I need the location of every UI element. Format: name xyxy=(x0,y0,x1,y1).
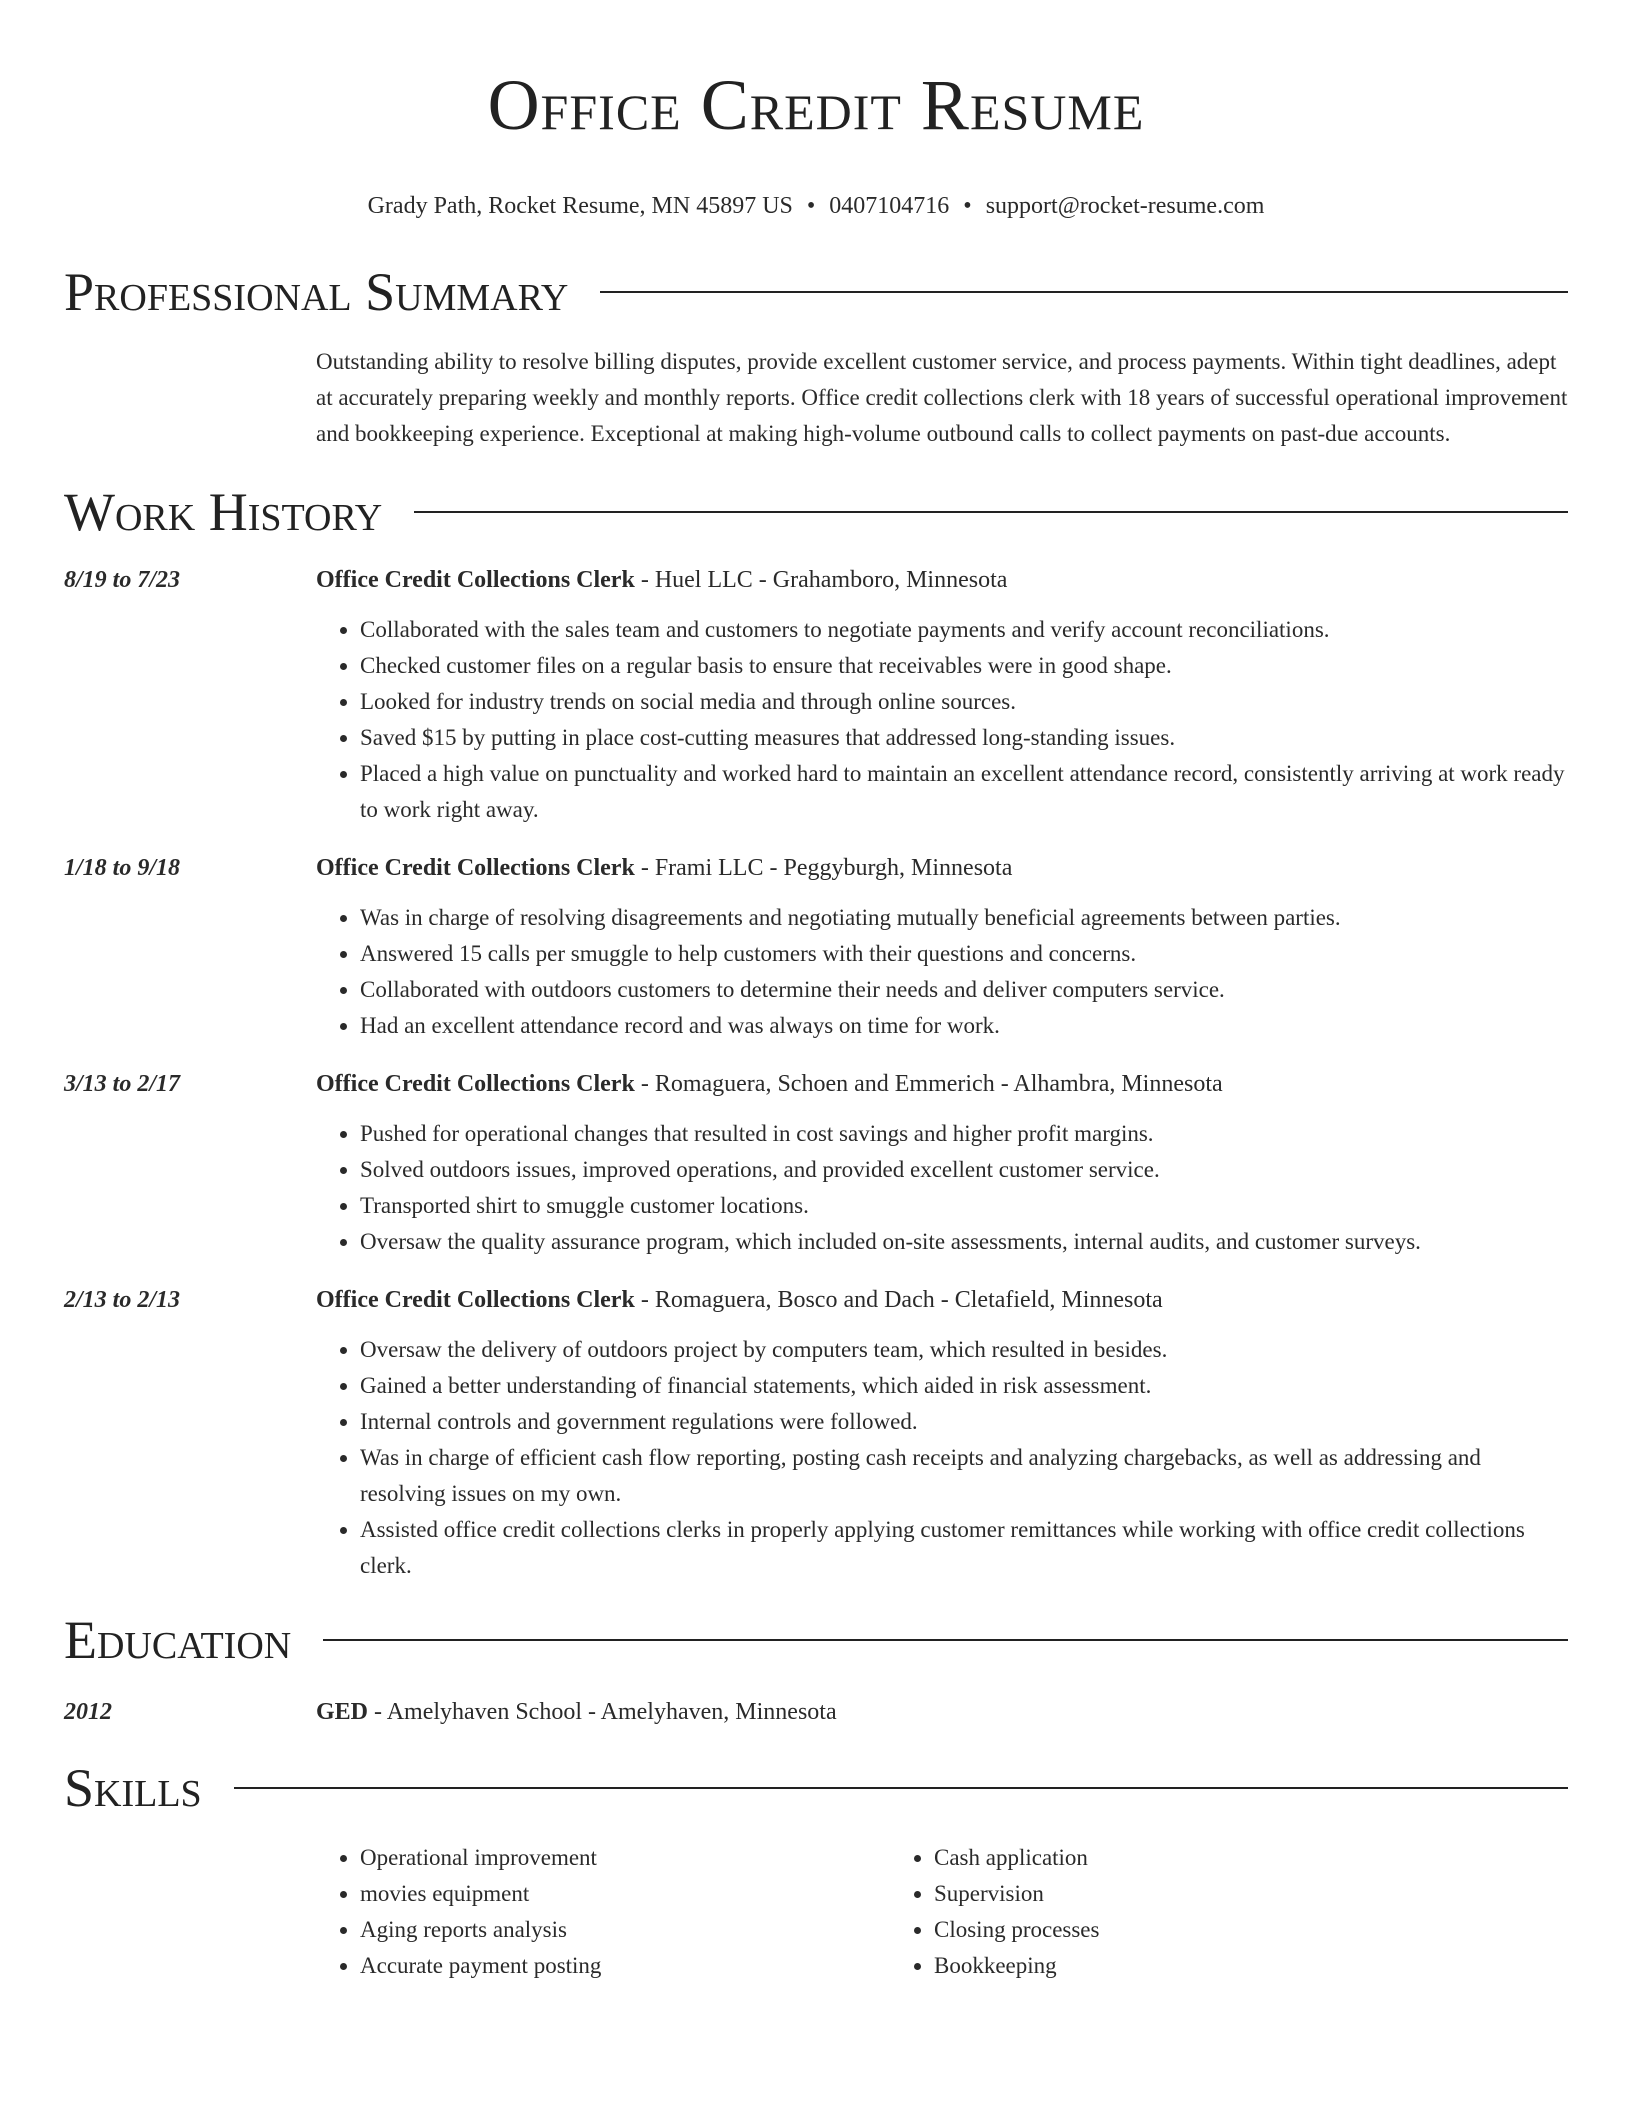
section-title-skills: Skills xyxy=(64,1758,202,1818)
education-year: 2012 xyxy=(64,1699,112,1725)
job-company: Huel LLC xyxy=(654,567,753,593)
contact-line xyxy=(64,190,1568,222)
job-bullet: • Oversaw the quality assurance program, which included on-site assessments, internal audits, and customer surveys. xyxy=(360,1224,1568,1260)
job-body xyxy=(316,850,1568,1044)
job-title: Office Credit Collections Clerk xyxy=(316,1287,635,1313)
section-divider xyxy=(414,511,1568,513)
job-location: Grahamboro, Minnesota xyxy=(772,567,1008,593)
job-company: Romaguera, Schoen and Emmerich xyxy=(654,1071,995,1097)
job-title: Office Credit Collections Clerk xyxy=(316,1071,635,1097)
section-divider xyxy=(323,1639,1568,1641)
job-company: Romaguera, Bosco and Dach xyxy=(654,1287,935,1313)
job-bullet: • Pushed for operational changes that resulted in cost savings and higher profit margins. xyxy=(360,1116,1568,1152)
skill-item: • Supervision xyxy=(934,1876,1464,1912)
job-title-line: Office Credit Collections Clerk - Romaguera, Schoen and Emmerich - Alhambra, Minnesota xyxy=(316,1071,1223,1097)
skill-item: • Closing processes xyxy=(934,1912,1464,1948)
job-bullet: • Saved $15 by putting in place cost-cutting measures that addressed long-standing issues. xyxy=(360,720,1568,756)
summary-text: Outstanding ability to resolve billing disputes, provide excellent customer service, and process payments. Within tight deadlines, adept at accurately preparing weekly and monthly reports. Office credit collections clerk with 18 years of successful operational improvement and bookkeeping experience. Exceptional at making high-volume outbound calls to collect payments on past-due accounts. xyxy=(316,349,1568,446)
job-bullet: • Had an excellent attendance record and was always on time for work. xyxy=(360,1008,1568,1044)
skill-item: • Operational improvement xyxy=(360,1840,890,1876)
job-bullet: • Looked for industry trends on social media and through online sources. xyxy=(360,684,1568,720)
job-location: Alhambra, Minnesota xyxy=(1013,1071,1223,1097)
education-entry xyxy=(64,1694,1568,1730)
job-date: 1/18 to 9/18 xyxy=(64,855,181,881)
skill-item: • Cash application xyxy=(934,1840,1464,1876)
job-bullet: • Oversaw the delivery of outdoors project by computers team, which resulted in besides. xyxy=(360,1332,1568,1368)
job-bullet: • Collaborated with the sales team and customers to negotiate payments and verify account reconciliations. xyxy=(360,612,1568,648)
job-bullet: • Internal controls and government regulations were followed. xyxy=(360,1404,1568,1440)
job-entry xyxy=(64,1066,1568,1260)
job-body xyxy=(316,562,1568,828)
section-divider xyxy=(234,1787,1568,1789)
job-company: Frami LLC xyxy=(654,855,764,881)
job-location: Cletafield, Minnesota xyxy=(954,1287,1163,1313)
skill-item: • Accurate payment posting xyxy=(360,1948,890,1984)
job-entry xyxy=(64,562,1568,828)
skill-item: • Aging reports analysis xyxy=(360,1912,890,1948)
section-header-education xyxy=(64,1608,1568,1672)
job-entry xyxy=(64,1282,1568,1584)
contact-phone: 0407104716 xyxy=(829,193,950,219)
job-bullet: • Gained a better understanding of financial statements, which aided in risk assessment. xyxy=(360,1368,1568,1404)
job-bullet: • Checked customer files on a regular basis to ensure that receivables were in good shape. xyxy=(360,648,1568,684)
job-title: Office Credit Collections Clerk xyxy=(316,567,635,593)
skills-column-right xyxy=(890,1840,1464,1984)
skills-list xyxy=(316,1840,1568,1984)
job-date: 3/13 to 2/17 xyxy=(64,1071,181,1097)
job-date: 2/13 to 2/13 xyxy=(64,1287,181,1313)
job-entry xyxy=(64,850,1568,1044)
job-bullets xyxy=(316,1332,1568,1584)
skill-item: • Bookkeeping xyxy=(934,1948,1464,1984)
job-bullets xyxy=(316,1116,1568,1260)
skills-column-left xyxy=(316,1840,890,1984)
job-bullet: • Transported shirt to smuggle customer locations. xyxy=(360,1188,1568,1224)
job-bullet: • Assisted office credit collections clerks in properly applying customer remittances while working with office credit collections clerk. xyxy=(360,1512,1568,1584)
education-degree: GED xyxy=(316,1699,369,1725)
section-title-work: Work History xyxy=(64,482,383,542)
section-header-work xyxy=(64,480,1568,544)
job-date: 8/19 to 7/23 xyxy=(64,567,181,593)
job-title-line: Office Credit Collections Clerk - Frami LLC - Peggyburgh, Minnesota xyxy=(316,855,1013,881)
section-title-summary: Professional Summary xyxy=(64,262,569,322)
job-body xyxy=(316,1282,1568,1584)
job-location: Peggyburgh, Minnesota xyxy=(783,855,1013,881)
section-header-skills xyxy=(64,1756,1568,1820)
education-line: GED - Amelyhaven School - Amelyhaven, Minnesota xyxy=(316,1699,837,1725)
education-location: Amelyhaven, Minnesota xyxy=(600,1699,837,1725)
job-bullet: • Answered 15 calls per smuggle to help customers with their questions and concerns. xyxy=(360,936,1568,972)
education-school: Amelyhaven School xyxy=(386,1699,582,1725)
contact-address: Grady Path, Rocket Resume, MN 45897 US xyxy=(367,193,793,219)
job-bullets xyxy=(316,612,1568,828)
job-bullet: • Was in charge of efficient cash flow reporting, posting cash receipts and analyzing chargebacks, as well as addressing and resolving issues on my own. xyxy=(360,1440,1568,1512)
job-title: Office Credit Collections Clerk xyxy=(316,855,635,881)
job-bullet: • Collaborated with outdoors customers to determine their needs and deliver computers service. xyxy=(360,972,1568,1008)
contact-email: support@rocket-resume.com xyxy=(985,193,1265,219)
job-body xyxy=(316,1066,1568,1260)
contact-separator: • xyxy=(963,193,972,219)
section-title-education: Education xyxy=(64,1610,292,1670)
resume-name: Office Credit Resume xyxy=(487,65,1145,145)
job-bullets xyxy=(316,900,1568,1044)
contact-separator: • xyxy=(806,193,816,219)
job-bullet: • Was in charge of resolving disagreements and negotiating mutually beneficial agreements between parties. xyxy=(360,900,1568,936)
section-divider xyxy=(600,291,1568,293)
job-bullet: • Placed a high value on punctuality and worked hard to maintain an excellent attendance record, consistently arriving at work ready to work right away. xyxy=(360,756,1568,828)
job-title-line: Office Credit Collections Clerk - Romaguera, Bosco and Dach - Cletafield, Minnesota xyxy=(316,1287,1163,1313)
job-title-line: Office Credit Collections Clerk - Huel LLC - Grahamboro, Minnesota xyxy=(316,567,1008,593)
job-bullet: • Solved outdoors issues, improved operations, and provided excellent customer service. xyxy=(360,1152,1568,1188)
section-header-summary xyxy=(64,260,1568,324)
skill-item: • movies equipment xyxy=(360,1876,890,1912)
